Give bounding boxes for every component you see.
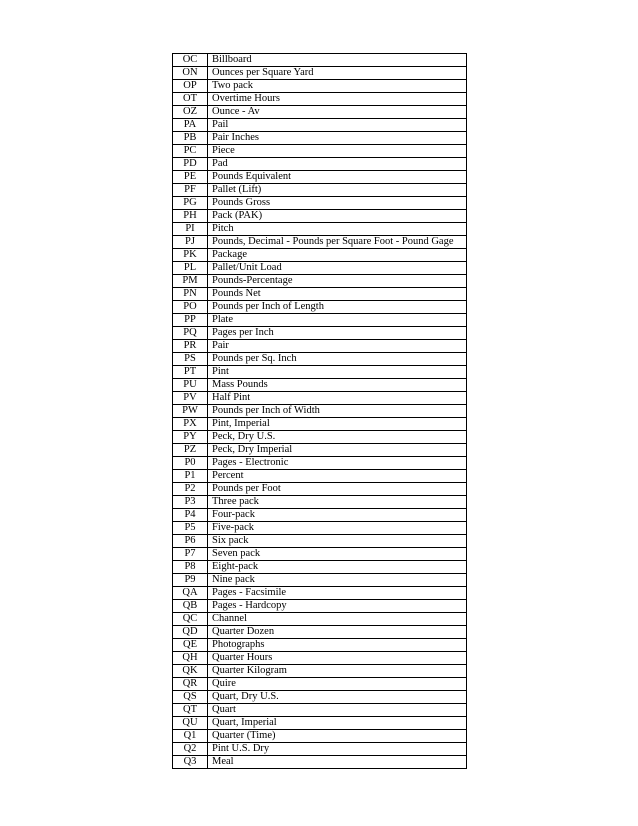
- table-row: [173, 405, 467, 418]
- unit-code-cell: P0: [173, 457, 208, 470]
- unit-description-cell: Pounds, Decimal - Pounds per Square Foot - Pound Gage: [208, 236, 467, 249]
- unit-description-cell: Pounds per Sq. Inch: [208, 353, 467, 366]
- table-row: [173, 379, 467, 392]
- unit-code-cell: PB: [173, 132, 208, 145]
- unit-description-cell: Pint, Imperial: [208, 418, 467, 431]
- unit-description-cell: Meal: [208, 756, 467, 769]
- table-row: [173, 665, 467, 678]
- unit-description-cell: Photographs: [208, 639, 467, 652]
- table-row: [173, 418, 467, 431]
- unit-description-cell: Quart, Imperial: [208, 717, 467, 730]
- unit-code-cell: QB: [173, 600, 208, 613]
- table-row: [173, 535, 467, 548]
- unit-code-cell: PP: [173, 314, 208, 327]
- table-row: [173, 626, 467, 639]
- unit-description-cell: Plate: [208, 314, 467, 327]
- unit-code-cell: QE: [173, 639, 208, 652]
- table-row: [173, 288, 467, 301]
- unit-description-cell: Pounds Equivalent: [208, 171, 467, 184]
- unit-description-cell: Pounds-Percentage: [208, 275, 467, 288]
- unit-description-cell: Pages per Inch: [208, 327, 467, 340]
- unit-code-cell: PC: [173, 145, 208, 158]
- unit-description-cell: Four-pack: [208, 509, 467, 522]
- unit-description-cell: Pint: [208, 366, 467, 379]
- table-row: [173, 80, 467, 93]
- table-row: [173, 301, 467, 314]
- unit-code-cell: PF: [173, 184, 208, 197]
- unit-code-cell: PM: [173, 275, 208, 288]
- unit-code-cell: PZ: [173, 444, 208, 457]
- unit-description-cell: Quart, Dry U.S.: [208, 691, 467, 704]
- table-row: [173, 756, 467, 769]
- unit-description-cell: Quarter Kilogram: [208, 665, 467, 678]
- unit-description-cell: Pair: [208, 340, 467, 353]
- unit-code-cell: PD: [173, 158, 208, 171]
- unit-code-cell: PN: [173, 288, 208, 301]
- unit-description-cell: Half Pint: [208, 392, 467, 405]
- table-row: [173, 574, 467, 587]
- table-row: [173, 496, 467, 509]
- table-row: [173, 327, 467, 340]
- table-row: [173, 314, 467, 327]
- unit-description-cell: Pounds per Foot: [208, 483, 467, 496]
- unit-description-cell: Pounds Net: [208, 288, 467, 301]
- unit-code-cell: QU: [173, 717, 208, 730]
- unit-description-cell: Pad: [208, 158, 467, 171]
- unit-code-cell: OP: [173, 80, 208, 93]
- table-row: [173, 600, 467, 613]
- table-row: [173, 691, 467, 704]
- unit-code-cell: PE: [173, 171, 208, 184]
- unit-description-cell: Pair Inches: [208, 132, 467, 145]
- unit-code-cell: PO: [173, 301, 208, 314]
- unit-description-cell: Pounds per Inch of Length: [208, 301, 467, 314]
- unit-description-cell: Pallet/Unit Load: [208, 262, 467, 275]
- table-row: [173, 730, 467, 743]
- unit-description-cell: Ounce - Av: [208, 106, 467, 119]
- unit-description-cell: Quarter (Time): [208, 730, 467, 743]
- unit-description-cell: Pounds per Inch of Width: [208, 405, 467, 418]
- table-row: [173, 223, 467, 236]
- unit-description-cell: Mass Pounds: [208, 379, 467, 392]
- unit-description-cell: Package: [208, 249, 467, 262]
- unit-description-cell: Pounds Gross: [208, 197, 467, 210]
- table-row: [173, 171, 467, 184]
- table-row: [173, 93, 467, 106]
- unit-code-cell: QD: [173, 626, 208, 639]
- unit-of-measure-table: [172, 53, 467, 769]
- unit-code-cell: P4: [173, 509, 208, 522]
- unit-description-cell: Eight-pack: [208, 561, 467, 574]
- table-row: [173, 509, 467, 522]
- unit-code-cell: PL: [173, 262, 208, 275]
- unit-description-cell: Seven pack: [208, 548, 467, 561]
- unit-code-cell: Q1: [173, 730, 208, 743]
- unit-code-cell: QC: [173, 613, 208, 626]
- unit-description-cell: Two pack: [208, 80, 467, 93]
- unit-code-cell: QH: [173, 652, 208, 665]
- table-row: [173, 106, 467, 119]
- unit-code-cell: PK: [173, 249, 208, 262]
- unit-code-cell: P2: [173, 483, 208, 496]
- unit-description-cell: Three pack: [208, 496, 467, 509]
- table-row: [173, 236, 467, 249]
- table-row: [173, 366, 467, 379]
- table-row: [173, 561, 467, 574]
- table-row: [173, 522, 467, 535]
- table-row: [173, 587, 467, 600]
- unit-description-cell: Pages - Hardcopy: [208, 600, 467, 613]
- unit-code-cell: QA: [173, 587, 208, 600]
- table-row: [173, 197, 467, 210]
- table-row: [173, 184, 467, 197]
- unit-description-cell: Piece: [208, 145, 467, 158]
- unit-description-cell: Peck, Dry U.S.: [208, 431, 467, 444]
- unit-description-cell: Pallet (Lift): [208, 184, 467, 197]
- unit-code-cell: P8: [173, 561, 208, 574]
- unit-description-cell: Quire: [208, 678, 467, 691]
- unit-description-cell: Six pack: [208, 535, 467, 548]
- table-row: [173, 262, 467, 275]
- unit-code-cell: PH: [173, 210, 208, 223]
- unit-code-cell: PW: [173, 405, 208, 418]
- table-row: [173, 275, 467, 288]
- unit-code-cell: P1: [173, 470, 208, 483]
- table-row: [173, 457, 467, 470]
- unit-description-cell: Five-pack: [208, 522, 467, 535]
- unit-code-cell: QS: [173, 691, 208, 704]
- table-row: [173, 132, 467, 145]
- unit-code-cell: ON: [173, 67, 208, 80]
- table-row: [173, 158, 467, 171]
- unit-description-cell: Pack (PAK): [208, 210, 467, 223]
- table-row: [173, 392, 467, 405]
- table-row: [173, 613, 467, 626]
- table-row: [173, 470, 467, 483]
- unit-description-cell: Pages - Facsimile: [208, 587, 467, 600]
- unit-description-cell: Billboard: [208, 54, 467, 67]
- table-row: [173, 210, 467, 223]
- table-row: [173, 483, 467, 496]
- unit-description-cell: Overtime Hours: [208, 93, 467, 106]
- unit-code-cell: PV: [173, 392, 208, 405]
- unit-description-cell: Peck, Dry Imperial: [208, 444, 467, 457]
- table-row: [173, 353, 467, 366]
- unit-code-cell: P6: [173, 535, 208, 548]
- unit-code-cell: Q3: [173, 756, 208, 769]
- unit-description-cell: Pitch: [208, 223, 467, 236]
- unit-code-cell: PY: [173, 431, 208, 444]
- table-row: [173, 67, 467, 80]
- table-row: [173, 444, 467, 457]
- unit-description-cell: Ounces per Square Yard: [208, 67, 467, 80]
- unit-description-cell: Quarter Hours: [208, 652, 467, 665]
- unit-description-cell: Channel: [208, 613, 467, 626]
- table-row: [173, 678, 467, 691]
- table-row: [173, 704, 467, 717]
- unit-code-cell: PG: [173, 197, 208, 210]
- unit-code-cell: PS: [173, 353, 208, 366]
- unit-code-cell: PR: [173, 340, 208, 353]
- table-row: [173, 717, 467, 730]
- unit-description-cell: Nine pack: [208, 574, 467, 587]
- table-row: [173, 145, 467, 158]
- unit-code-cell: P7: [173, 548, 208, 561]
- unit-code-cell: OT: [173, 93, 208, 106]
- unit-description-cell: Pail: [208, 119, 467, 132]
- unit-code-cell: OZ: [173, 106, 208, 119]
- unit-of-measure-table-body: [173, 54, 467, 769]
- unit-code-cell: QR: [173, 678, 208, 691]
- unit-code-cell: PQ: [173, 327, 208, 340]
- unit-description-cell: Pint U.S. Dry: [208, 743, 467, 756]
- unit-code-cell: OC: [173, 54, 208, 67]
- unit-code-cell: PA: [173, 119, 208, 132]
- table-row: [173, 340, 467, 353]
- unit-description-cell: Quarter Dozen: [208, 626, 467, 639]
- table-row: [173, 652, 467, 665]
- table-row: [173, 249, 467, 262]
- unit-code-cell: P5: [173, 522, 208, 535]
- unit-code-cell: QT: [173, 704, 208, 717]
- unit-code-cell: PT: [173, 366, 208, 379]
- unit-code-cell: P9: [173, 574, 208, 587]
- unit-code-cell: PI: [173, 223, 208, 236]
- table-row: [173, 548, 467, 561]
- table-row: [173, 639, 467, 652]
- unit-code-cell: PU: [173, 379, 208, 392]
- unit-code-cell: Q2: [173, 743, 208, 756]
- table-row: [173, 743, 467, 756]
- unit-code-cell: P3: [173, 496, 208, 509]
- unit-code-cell: PX: [173, 418, 208, 431]
- unit-description-cell: Quart: [208, 704, 467, 717]
- unit-description-cell: Pages - Electronic: [208, 457, 467, 470]
- unit-description-cell: Percent: [208, 470, 467, 483]
- unit-code-cell: PJ: [173, 236, 208, 249]
- table-row: [173, 54, 467, 67]
- table-row: [173, 431, 467, 444]
- table-row: [173, 119, 467, 132]
- unit-code-cell: QK: [173, 665, 208, 678]
